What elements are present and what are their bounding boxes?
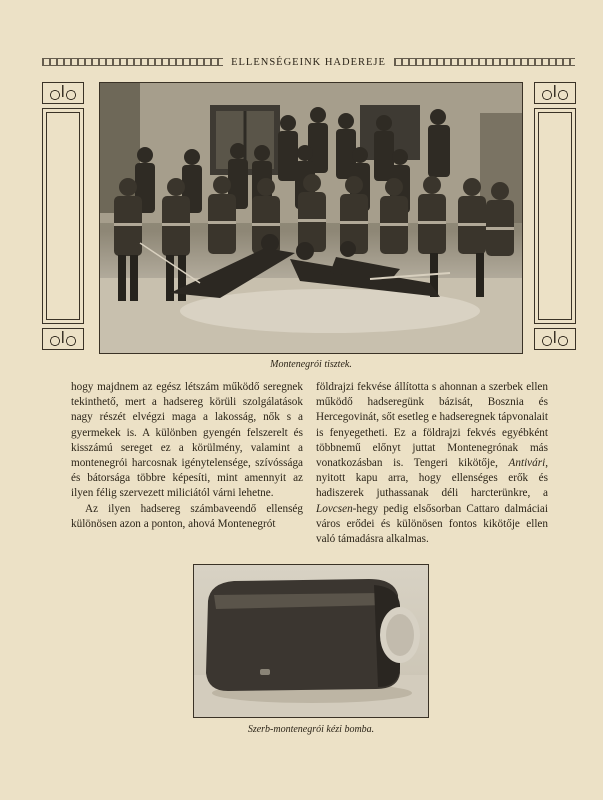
hand-grenade-photo — [193, 564, 429, 718]
frame-ornament-top — [534, 82, 576, 104]
page-header — [42, 54, 575, 70]
paragraph: Az ilyen hadsereg számbaveendő ellenség különösen azon a ponton, ahová Montenegrót — [71, 502, 303, 530]
right-decorative-frame — [534, 82, 576, 354]
place-name-lovcsen: Lovcsen — [316, 502, 353, 515]
text-column-left — [71, 380, 303, 532]
text-run: -hegy pedig elsősorban Cattaro dalmáciai város erődei és különösen fontos kikötője ellen való támadásra alkalmas. — [316, 502, 548, 546]
frame-ornament-top — [42, 82, 84, 104]
left-decorative-frame — [42, 82, 84, 354]
paragraph — [316, 380, 548, 547]
paragraph: hogy majdnem az egész létszám működő seregnek tekinthető, mert a hadsereg körüli szolgálatások nagy részét elvégzi maga a lakosság, nők s a gyermekek is. A különben gyengén felszerelt és kisszámú sereget ez a körülmény, valamint a montenegrói harcosnak igénytelensége, szívóssága és bátorsága többre képesíti, mint amennyit az ilyen félig szervezett miliciától várni lehetne. — [71, 381, 303, 500]
frame-panel — [42, 108, 84, 324]
text-run: földrajzi fekvése állította s ahonnan a szerbek ellen működő hadseregünk bázisát, Bosznia és Hercegovinát, sőt esetleg e hadseregnek tápvonalait is fenyegetheti. Ez a földrajzi fekvés egyébként többnemű előnyt juttat Montenegrónak más vonatkozásban is. Tengeri kikötője, — [316, 381, 548, 470]
frame-panel — [534, 108, 576, 324]
text-run: , nyitott kapu arra, hogy ellenséges erők és hadiszerek juthassanak déli harcterünkre, a — [316, 457, 548, 500]
header-title: ELLENSÉGEINK HADEREJE — [231, 56, 386, 68]
bottom-photo-caption: Szerb-montenegrói kézi bomba. — [247, 724, 375, 735]
officers-group-photo — [99, 82, 523, 354]
frame-ornament-bottom — [42, 328, 84, 350]
header-ornament-left — [42, 58, 223, 66]
top-photo-caption: Montenegrói tisztek. — [270, 359, 352, 370]
hand-grenade-illustration — [194, 565, 429, 718]
header-ornament-right — [394, 58, 575, 66]
place-name-antivari: Antivári — [508, 457, 546, 470]
officers-photo-illustration — [100, 83, 523, 354]
frame-ornament-bottom — [534, 328, 576, 350]
text-column-right — [316, 380, 548, 547]
